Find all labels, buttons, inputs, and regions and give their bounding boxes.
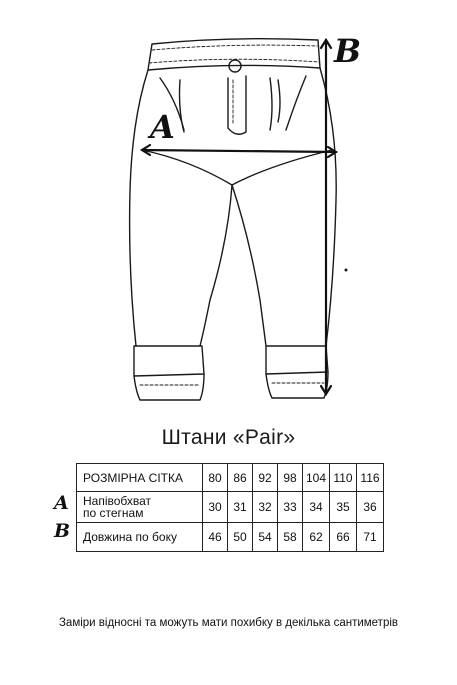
size-header: 92 <box>253 464 278 492</box>
size-chart-table <box>76 463 384 552</box>
size-header: 86 <box>228 464 253 492</box>
table-cell: 35 <box>330 492 357 523</box>
table-cell: 32 <box>253 492 278 523</box>
row-label-hip <box>77 492 203 523</box>
measurement-disclaimer: Заміри відносні та можуть мати похибку в декілька сантиметрів <box>58 617 399 629</box>
table-cell: 46 <box>203 523 228 552</box>
table-row <box>77 492 384 523</box>
table-cell: 33 <box>278 492 303 523</box>
row-marker-b: B <box>54 520 71 542</box>
diagram-label-a: A <box>150 108 175 146</box>
product-title: Штани «Pair» <box>161 426 296 449</box>
table-cell: 34 <box>303 492 330 523</box>
waistband <box>148 39 320 70</box>
row-label-line: по стегнам <box>83 506 144 520</box>
row-marker-a: A <box>54 492 69 514</box>
size-header: 104 <box>303 464 330 492</box>
table-cell: 58 <box>278 523 303 552</box>
row-label-length: Довжина по боку <box>77 523 203 552</box>
table-cell: 62 <box>303 523 330 552</box>
table-cell: 54 <box>253 523 278 552</box>
size-header: 80 <box>203 464 228 492</box>
size-header: 98 <box>278 464 303 492</box>
right-cuff <box>266 346 328 374</box>
left-cuff <box>134 346 204 376</box>
table-header-label: РОЗМІРНА СІТКА <box>77 464 203 492</box>
table-row <box>77 464 384 492</box>
table-cell: 36 <box>357 492 384 523</box>
measure-a-arrow <box>142 145 336 157</box>
measure-b-arrow <box>321 40 331 394</box>
table-row <box>77 523 384 552</box>
size-header: 116 <box>357 464 384 492</box>
table-cell: 50 <box>228 523 253 552</box>
size-header: 110 <box>330 464 357 492</box>
table-cell: 30 <box>203 492 228 523</box>
table-cell: 31 <box>228 492 253 523</box>
row-label-line: Напівобхват <box>83 494 152 508</box>
diagram-label-b: B <box>334 32 362 70</box>
table-cell: 66 <box>330 523 357 552</box>
table-cell: 71 <box>357 523 384 552</box>
